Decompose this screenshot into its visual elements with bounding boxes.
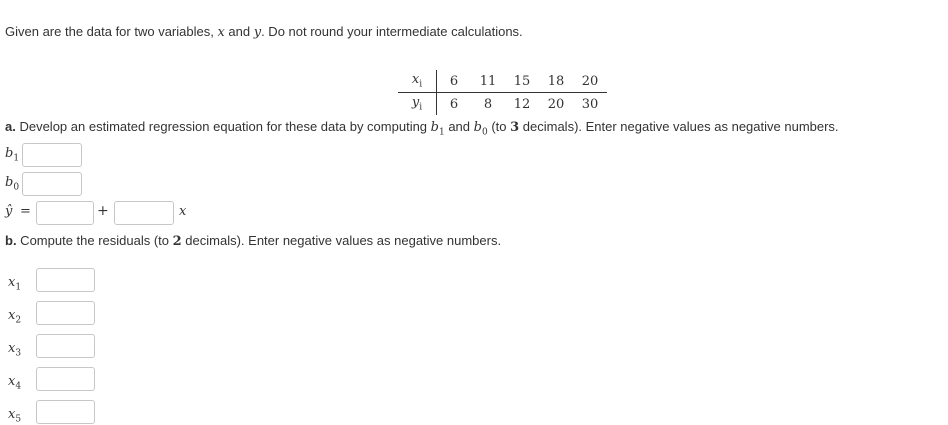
intro-text [5, 24, 523, 40]
residual-input-4[interactable] [36, 367, 95, 391]
row-label-y: $y_i$ [398, 93, 437, 116]
yhat-label: ŷ [5, 204, 13, 219]
table-cell: 8 [483, 96, 493, 112]
b1-label: $b_1$ [5, 146, 20, 164]
table-row-y [398, 93, 607, 116]
b1-input[interactable] [22, 143, 82, 167]
row-label-x: $x_i$ [398, 70, 437, 93]
intro-text-part: . Do not round your intermediate calculations. [261, 24, 523, 39]
table-cell: 20 [573, 70, 607, 93]
table-cell: 6 [437, 70, 472, 93]
residual-label: $x_4$ [8, 374, 22, 392]
residual-label: $x_2$ [8, 308, 22, 326]
table-cell: 18 [539, 70, 573, 93]
decimals-value: 3 [510, 120, 520, 135]
var-x: x [217, 25, 225, 40]
b-subscript: 1 [438, 127, 445, 138]
b-subscript: 0 [481, 127, 488, 138]
residual-label: $x_3$ [8, 341, 22, 359]
table-cell: 15 [505, 70, 539, 93]
decimals-value: 2 [172, 234, 182, 249]
table-cell: 30 [581, 96, 599, 112]
residual-label: $x_5$ [8, 407, 22, 425]
x-variable: x [179, 204, 187, 219]
residual-label: $x_1$ [8, 275, 22, 293]
table-cell: 20 [547, 96, 565, 112]
var-y: y [253, 25, 262, 40]
b-symbol: b [430, 120, 439, 135]
instruction-text: decimals). Enter negative values as negative numbers. [181, 233, 502, 248]
table-cell: 11 [471, 70, 505, 93]
instruction-text: Develop an estimated regression equation for these data by computing [15, 119, 431, 134]
intercept-input[interactable] [36, 201, 94, 225]
instruction-text: and [444, 119, 474, 134]
b0-label: $b_0$ [5, 175, 20, 193]
residual-input-1[interactable] [36, 268, 95, 292]
intro-text-part: and [224, 24, 254, 39]
slope-input[interactable] [114, 201, 174, 225]
data-table [398, 70, 607, 115]
residual-input-3[interactable] [36, 334, 95, 358]
equals-sign: = [20, 204, 31, 219]
part-b-prefix: b. [5, 233, 17, 248]
part-a-prefix: a. [5, 119, 16, 134]
residual-input-2[interactable] [36, 301, 95, 325]
b-symbol: b [473, 120, 482, 135]
residual-input-5[interactable] [36, 400, 95, 424]
table-cell: 12 [513, 96, 531, 112]
table-cell: 6 [449, 96, 459, 112]
part-a-instruction [5, 119, 839, 138]
instruction-text: (to [487, 119, 511, 134]
part-b-instruction [5, 233, 501, 249]
instruction-text: decimals). Enter negative values as negative numbers. [519, 119, 839, 134]
instruction-text: Compute the residuals (to [16, 233, 173, 248]
table-row-x [398, 70, 607, 93]
plus-sign: + [97, 203, 109, 219]
intro-text-part: Given are the data for two variables, [5, 24, 218, 39]
b0-input[interactable] [22, 172, 82, 196]
